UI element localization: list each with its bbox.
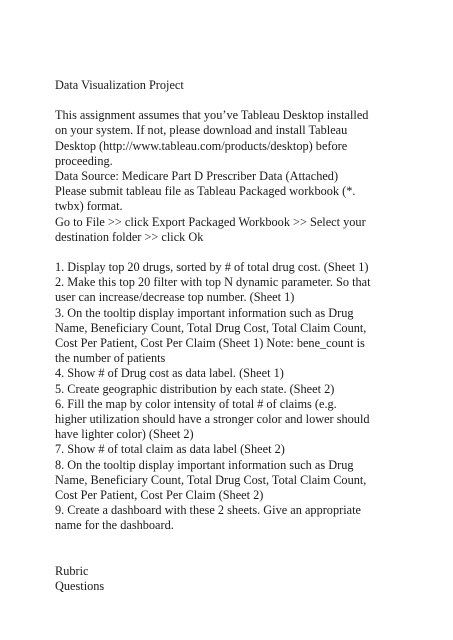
task-line: Name, Beneficiary Count, Total Drug Cost, Total Claim Count, <box>55 472 367 487</box>
task-line: 4. Show # of Drug cost as data label. (Sheet 1) <box>55 366 284 381</box>
rubric-subheading: Questions <box>55 578 105 593</box>
rubric-section <box>55 564 400 594</box>
rubric-heading: Rubric <box>55 563 89 578</box>
intro-paragraph <box>55 108 400 245</box>
data-source-line: Data Source: Medicare Part D Prescriber Data (Attached) <box>55 169 339 184</box>
document-title: Data Visualization Project <box>55 78 184 92</box>
task-line: 2. Make this top 20 filter with top N dynamic parameter. So that <box>55 275 371 290</box>
spacer <box>55 93 400 108</box>
task-line: 9. Create a dashboard with these 2 sheets. Give an appropriate <box>55 503 361 518</box>
task-list <box>55 260 400 534</box>
task-line: have lighter color) (Sheet 2) <box>55 427 194 442</box>
task-line: 7. Show # of total claim as data label (Sheet 2) <box>55 442 285 457</box>
export-instruction-line: Go to File >> click Export Packaged Workbook >> Select your <box>55 214 366 229</box>
submission-line: Please submit tableau file as Tableau Packaged workbook (*. <box>55 184 356 199</box>
intro-line: proceeding. <box>55 153 113 168</box>
task-line: user can increase/decrease top number. (Sheet 1) <box>55 290 295 305</box>
task-line: name for the dashboard. <box>55 518 174 533</box>
task-line: 1. Display top 20 drugs, sorted by # of total drug cost. (Sheet 1) <box>55 260 369 275</box>
task-line: 6. Fill the map by color intensity of total # of claims (e.g. <box>55 396 337 411</box>
spacer <box>55 245 400 260</box>
intro-line: Desktop (http://www.tableau.com/products/desktop) before <box>55 138 348 153</box>
task-line: 5. Create geographic distribution by each state. (Sheet 2) <box>55 381 335 396</box>
task-line: Cost Per Patient, Cost Per Claim (Sheet 1) Note: bene_count is <box>55 336 365 351</box>
spacer <box>55 534 400 564</box>
intro-line: on your system. If not, please download and install Tableau <box>55 123 348 138</box>
task-line: Cost Per Patient, Cost Per Claim (Sheet 2) <box>55 488 264 503</box>
task-line: Name, Beneficiary Count, Total Drug Cost, Total Claim Count, <box>55 320 367 335</box>
submission-line: twbx) format. <box>55 199 123 214</box>
task-line: the number of patients <box>55 351 166 366</box>
intro-line: This assignment assumes that you’ve Tableau Desktop installed <box>55 108 369 123</box>
task-line: 8. On the tooltip display important information such as Drug <box>55 457 354 472</box>
task-line: 3. On the tooltip display important information such as Drug <box>55 305 354 320</box>
export-instruction-line: destination folder >> click Ok <box>55 229 204 244</box>
document-page <box>55 78 400 594</box>
task-line: higher utilization should have a stronger color and lower should <box>55 412 370 427</box>
